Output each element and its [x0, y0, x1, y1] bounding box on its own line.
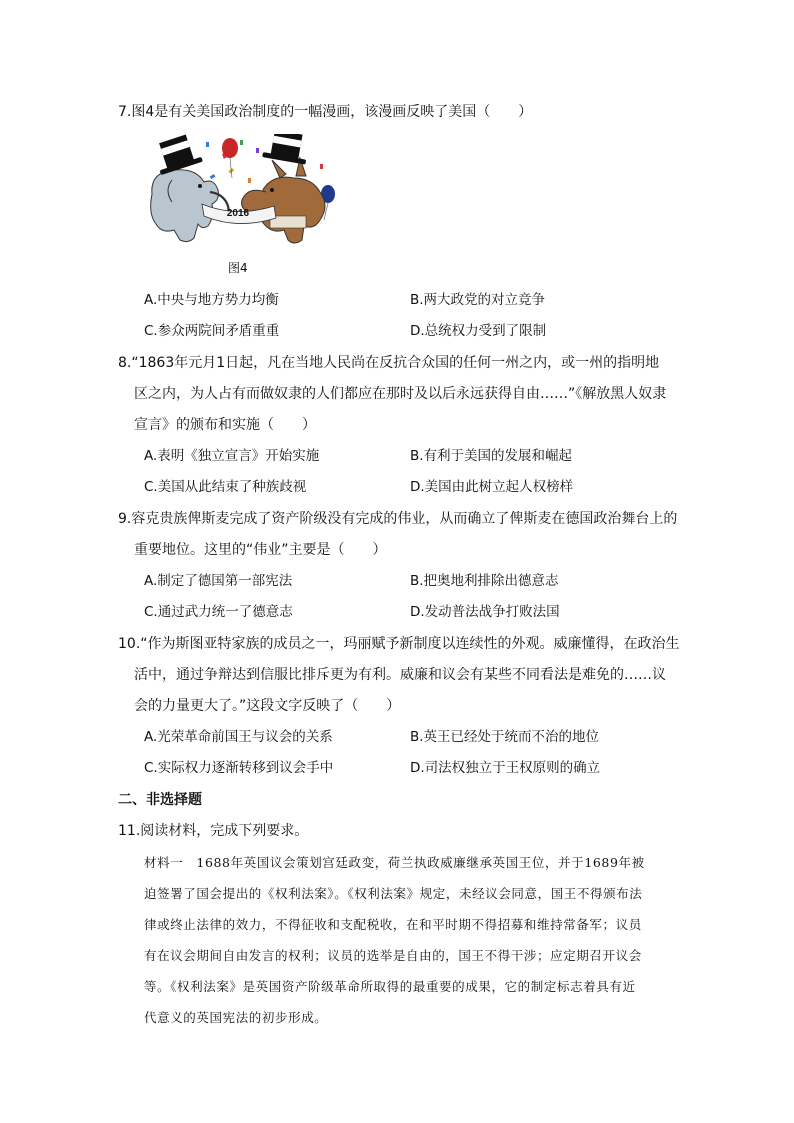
section-2-heading: 二、非选择题 [118, 792, 202, 808]
q9-line-2: 重要地位。这里的“伟业”主要是（ ） [134, 542, 387, 558]
q8-line-3: 宣言》的颁布和实施（ ） [134, 417, 316, 433]
q10-option-b: B.英王已经处于统而不治的地位 [410, 729, 600, 745]
q11-material-line-3: 律或终止法律的效力，不得征收和支配税收，在和平时期不得招募和维持常备军；议员 [144, 917, 642, 932]
q11-material-line-4: 有在议会期间自由发言的权利；议员的选举是自由的，国王不得干涉；应定期召开议会 [144, 948, 642, 963]
q7-option-a: A.中央与地方势力均衡 [144, 292, 279, 308]
q11-material-line-2: 迫签署了国会提出的《权利法案》。《权利法案》规定，未经议会同意，国王不得颁布法 [144, 886, 643, 901]
q8-option-c: C.美国从此结束了种族歧视 [144, 479, 307, 495]
q8-line-1: 8.“1863年元月1日起，凡在当地人民尚在反抗合众国的任何一州之内，或一州的指明地 [118, 355, 660, 371]
ribbon-year-label: 2016 [226, 208, 250, 219]
q9-option-d: D.发动普法战争打败法国 [410, 604, 560, 620]
q7-stem: 7.图4是有关美国政治制度的一幅漫画，该漫画反映了美国（ ） [118, 104, 533, 120]
q11-material-line-1: 材料一 1688年英国议会策划宫廷政变，荷兰执政威廉继承英国王位，并于1689年被 [144, 855, 645, 870]
q8-option-d: D.美国由此树立起人权榜样 [410, 479, 574, 495]
q11-material-line-6: 代意义的英国宪法的初步形成。 [144, 1010, 328, 1025]
q7-option-c: C.参众两院间矛盾重重 [144, 323, 280, 339]
q10-option-a: A.光荣革命前国王与议会的关系 [144, 729, 333, 745]
q9-option-b: B.把奥地利排除出德意志 [410, 573, 559, 589]
q8-option-a: A.表明《独立宣言》开始实施 [144, 448, 320, 464]
q10-line-1: 10.“作为斯图亚特家族的成员之一，玛丽赋予新制度以连续性的外观。威廉懂得，在政治生 [118, 636, 680, 652]
figure-caption: 图4 [228, 261, 248, 275]
figure-4-cartoon [144, 134, 336, 250]
q7-option-d: D.总统权力受到了限制 [410, 323, 547, 339]
q11-stem: 11.阅读材料，完成下列要求。 [118, 823, 309, 839]
q10-line-2: 活中，通过争辩达到信服比排斥更为有利。威廉和议会有某些不同看法是难免的……议 [134, 667, 666, 683]
q10-option-d: D.司法权独立于王权原则的确立 [410, 760, 601, 776]
q9-line-1: 9.容克贵族俾斯麦完成了资产阶级没有完成的伟业，从而确立了俾斯麦在德国政治舞台上的 [118, 511, 678, 527]
q8-line-2: 区之内，为人占有而做奴隶的人们都应在那时及以后永远获得自由……”《解放黑人奴隶 [134, 386, 667, 402]
q10-option-c: C.实际权力逐渐转移到议会手中 [144, 760, 334, 776]
q11-material-line-5: 等。《权利法案》是英国资产阶级革命所取得的最重要的成果，它的制定标志着具有近 [144, 979, 636, 994]
q9-option-c: C.通过武力统一了德意志 [144, 604, 293, 620]
q8-option-b: B.有利于美国的发展和崛起 [410, 448, 573, 464]
q9-option-a: A.制定了德国第一部宪法 [144, 573, 293, 589]
q10-line-3: 会的力量更大了。”这段文字反映了（ ） [134, 698, 401, 714]
q7-option-b: B.两大政党的对立竞争 [410, 292, 546, 308]
